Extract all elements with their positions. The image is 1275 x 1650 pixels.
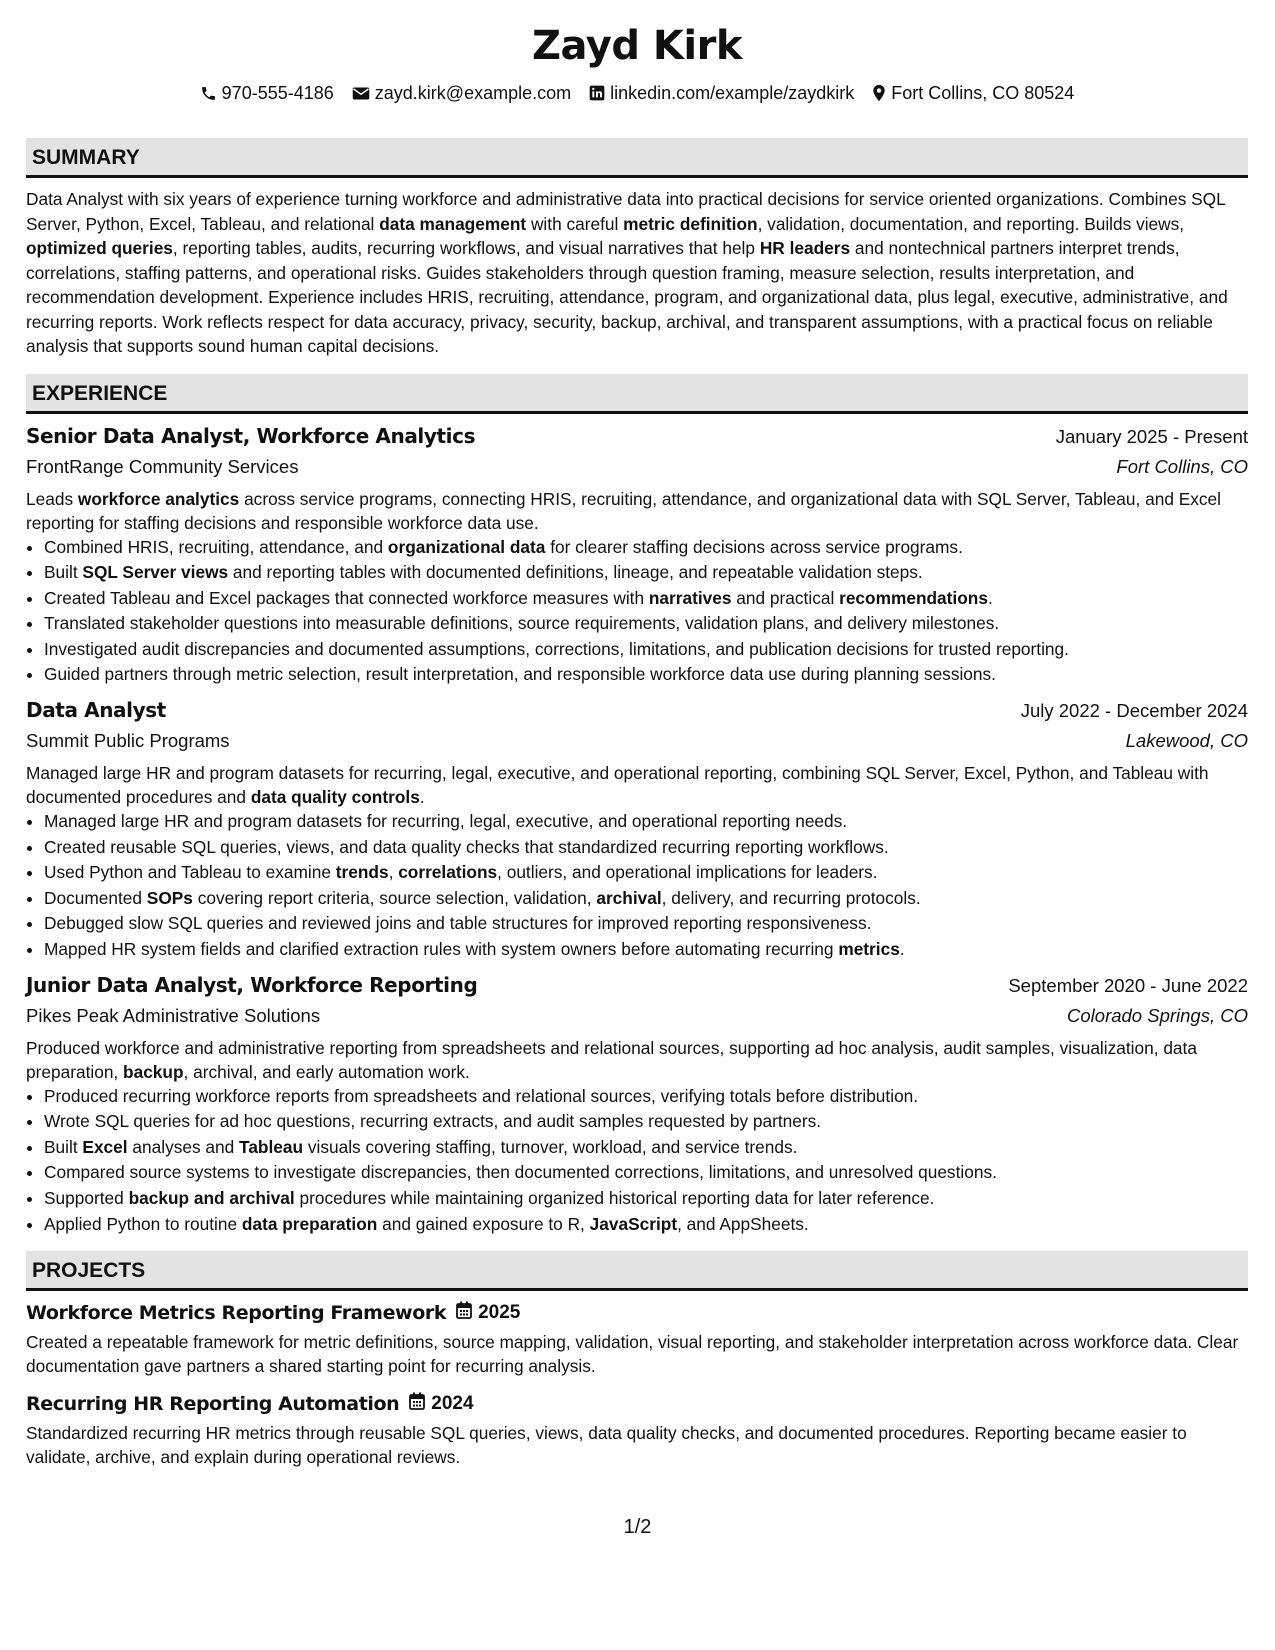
contact-linkedin[interactable]: [589, 80, 854, 106]
envelope-icon: [352, 86, 370, 101]
job-title: Data Analyst: [26, 698, 166, 723]
list-item: • Translated stakeholder questions into measurable definitions, source requirements, validation plans, and delivery milestones.: [44, 611, 1248, 637]
job-company: Summit Public Programs: [26, 730, 230, 752]
list-item: • Debugged slow SQL queries and reviewed joins and table structures for improved reporting responsiveness.: [44, 911, 1248, 937]
linkedin-text[interactable]: linkedin.com/example/zaydkirk: [610, 83, 855, 103]
job-bullets: [26, 1084, 1248, 1238]
linkedin-icon: [589, 85, 605, 101]
experience-section: [26, 374, 1248, 1238]
list-item: • Mapped HR system fields and clarified extraction rules with system owners before automating recurring metrics.: [44, 937, 1248, 963]
list-item: • Used Python and Tableau to examine trends, correlations, outliers, and operational implications for leaders.: [44, 860, 1248, 886]
list-item: • Created Tableau and Excel packages that connected workforce measures with narratives and practical recommendations.: [44, 586, 1248, 612]
job-entry: [26, 696, 1248, 963]
list-item: • Compared source systems to investigate discrepancies, then documented corrections, limitations, and unresolved questions.: [44, 1160, 1248, 1186]
job-bullets: [26, 535, 1248, 689]
email-text[interactable]: zayd.kirk@example.com: [374, 83, 572, 103]
list-item: • Produced recurring workforce reports from spreadsheets and relational sources, verifying totals before distribution.: [44, 1084, 1248, 1110]
project-year: 2025: [456, 1301, 520, 1325]
list-item: • Created reusable SQL queries, views, and data quality checks that standardized recurring reporting workflows.: [44, 835, 1248, 861]
list-item: • Documented SOPs covering report criteria, source selection, validation, archival, delivery, and recurring protocols.: [44, 886, 1248, 912]
list-item: • Wrote SQL queries for ad hoc questions, recurring extracts, and audit samples requested by partners.: [44, 1109, 1248, 1135]
job-location: Lakewood, CO: [1125, 730, 1248, 752]
job-dates: January 2025 - Present: [1055, 425, 1248, 447]
job-dates: September 2020 - June 2022: [1008, 974, 1248, 996]
section-heading-projects: PROJECTS: [26, 1251, 1248, 1291]
list-item: • Built Excel analyses and Tableau visuals covering staffing, turnover, workload, and service trends.: [44, 1135, 1248, 1161]
job-company: FrontRange Community Services: [26, 455, 299, 477]
list-item: • Guided partners through metric selection, result interpretation, and responsible workforce data use during planning sessions.: [44, 662, 1248, 688]
phone-icon: [200, 85, 217, 102]
job-company: Pikes Peak Administrative Solutions: [26, 1004, 321, 1026]
summary-text: Data Analyst with six years of experience turning workforce and administrative data into practical decisions for service oriented organizations. Combines SQL Server, Python, Excel, Tableau, and relational data management with careful metric definition, validation, documentation, and reporting. Builds views, optimized queries, reporting tables, audits, recurring workflows, and visual narratives that help HR leaders and nontechnical partners interpret trends, correlations, staffing patterns, and operational risks. Guides stakeholders through question framing, measure selection, results interpretation, and recommendation development. Experience includes HRIS, recruiting, attendance, program, and organizational data, plus legal, executive, administrative, and recurring reports. Work reflects respect for data accuracy, privacy, security, backup, archival, and transparent assumptions, with a practical focus on reliable analysis that supports sound human capital decisions.: [26, 189, 1228, 356]
job-location: Fort Collins, CO: [1116, 455, 1248, 477]
contact-location: [872, 80, 1074, 106]
job-summary: Produced workforce and administrative reporting from spreadsheets and relational sources, supporting ad hoc analysis, audit samples, visualization, data preparation, backup, archival, and early automation work.: [26, 1037, 1197, 1082]
job-title: Senior Data Analyst, Workforce Analytics: [26, 423, 476, 448]
project-description: Created a repeatable framework for metric definitions, source mapping, validation, visual reporting, and stakeholder interpretation across workforce data. Clear documentation gave partners a shared starting point for recurring analysis.: [26, 1332, 1239, 1377]
project-title: Workforce Metrics Reporting Framework: [26, 1302, 447, 1325]
list-item: • Applied Python to routine data preparation and gained exposure to R, JavaScript, and AppSheets.: [44, 1212, 1248, 1238]
project-entry: [26, 1390, 1248, 1469]
project-year: 2024: [409, 1392, 473, 1416]
section-heading-summary: SUMMARY: [26, 138, 1248, 178]
job-summary: Managed large HR and program datasets for recurring, legal, executive, and operational reporting, combining SQL Server, Excel, Python, and Tableau with documented procedures and data quality controls.: [26, 763, 1209, 808]
calendar-icon: [409, 1392, 425, 1416]
job-title: Junior Data Analyst, Workforce Reporting: [26, 972, 478, 997]
job-entry: [26, 422, 1248, 689]
list-item: • Supported backup and archival procedures while maintaining organized historical reporting data for later reference.: [44, 1186, 1248, 1212]
section-heading-experience: EXPERIENCE: [26, 374, 1248, 414]
list-item: • Investigated audit discrepancies and documented assumptions, corrections, limitations, and publication decisions for trusted reporting.: [44, 637, 1248, 663]
phone-text: 970-555-4186: [221, 83, 334, 103]
job-entry: [26, 971, 1248, 1238]
contact-email[interactable]: [352, 80, 571, 106]
summary-section: [26, 138, 1248, 359]
page-number: 1/2: [623, 1516, 652, 1538]
project-description: Standardized recurring HR metrics through reusable SQL queries, views, data quality checks, and documented procedures. Reporting became easier to validate, archive, and explain during operational reviews.: [26, 1423, 1187, 1468]
job-location: Colorado Springs, CO: [1067, 1004, 1248, 1026]
contact-bar: [26, 80, 1248, 106]
list-item: • Combined HRIS, recruiting, attendance, and organizational data for clearer staffing decisions across service programs.: [44, 535, 1248, 561]
list-item: • Built SQL Server views and reporting tables with documented definitions, lineage, and repeatable validation steps.: [44, 560, 1248, 586]
resume-page: [26, 20, 1248, 1469]
project-title: Recurring HR Reporting Automation: [26, 1393, 400, 1416]
map-pin-icon: [872, 84, 886, 102]
projects-section: [26, 1251, 1248, 1469]
candidate-name: Zayd Kirk: [532, 23, 742, 69]
job-dates: July 2022 - December 2024: [1020, 700, 1248, 722]
list-item: • Managed large HR and program datasets for recurring, legal, executive, and operational reporting needs.: [44, 809, 1248, 835]
contact-phone: [200, 80, 334, 106]
job-bullets: [26, 809, 1248, 963]
job-summary: Leads workforce analytics across service programs, connecting HRIS, recruiting, attendance, and organizational data with SQL Server, Tableau, and Excel reporting for staffing decisions and responsible workforce data use.: [26, 488, 1221, 533]
calendar-icon: [456, 1301, 472, 1325]
location-text: Fort Collins, CO 80524: [891, 83, 1075, 103]
project-entry: [26, 1299, 1248, 1378]
